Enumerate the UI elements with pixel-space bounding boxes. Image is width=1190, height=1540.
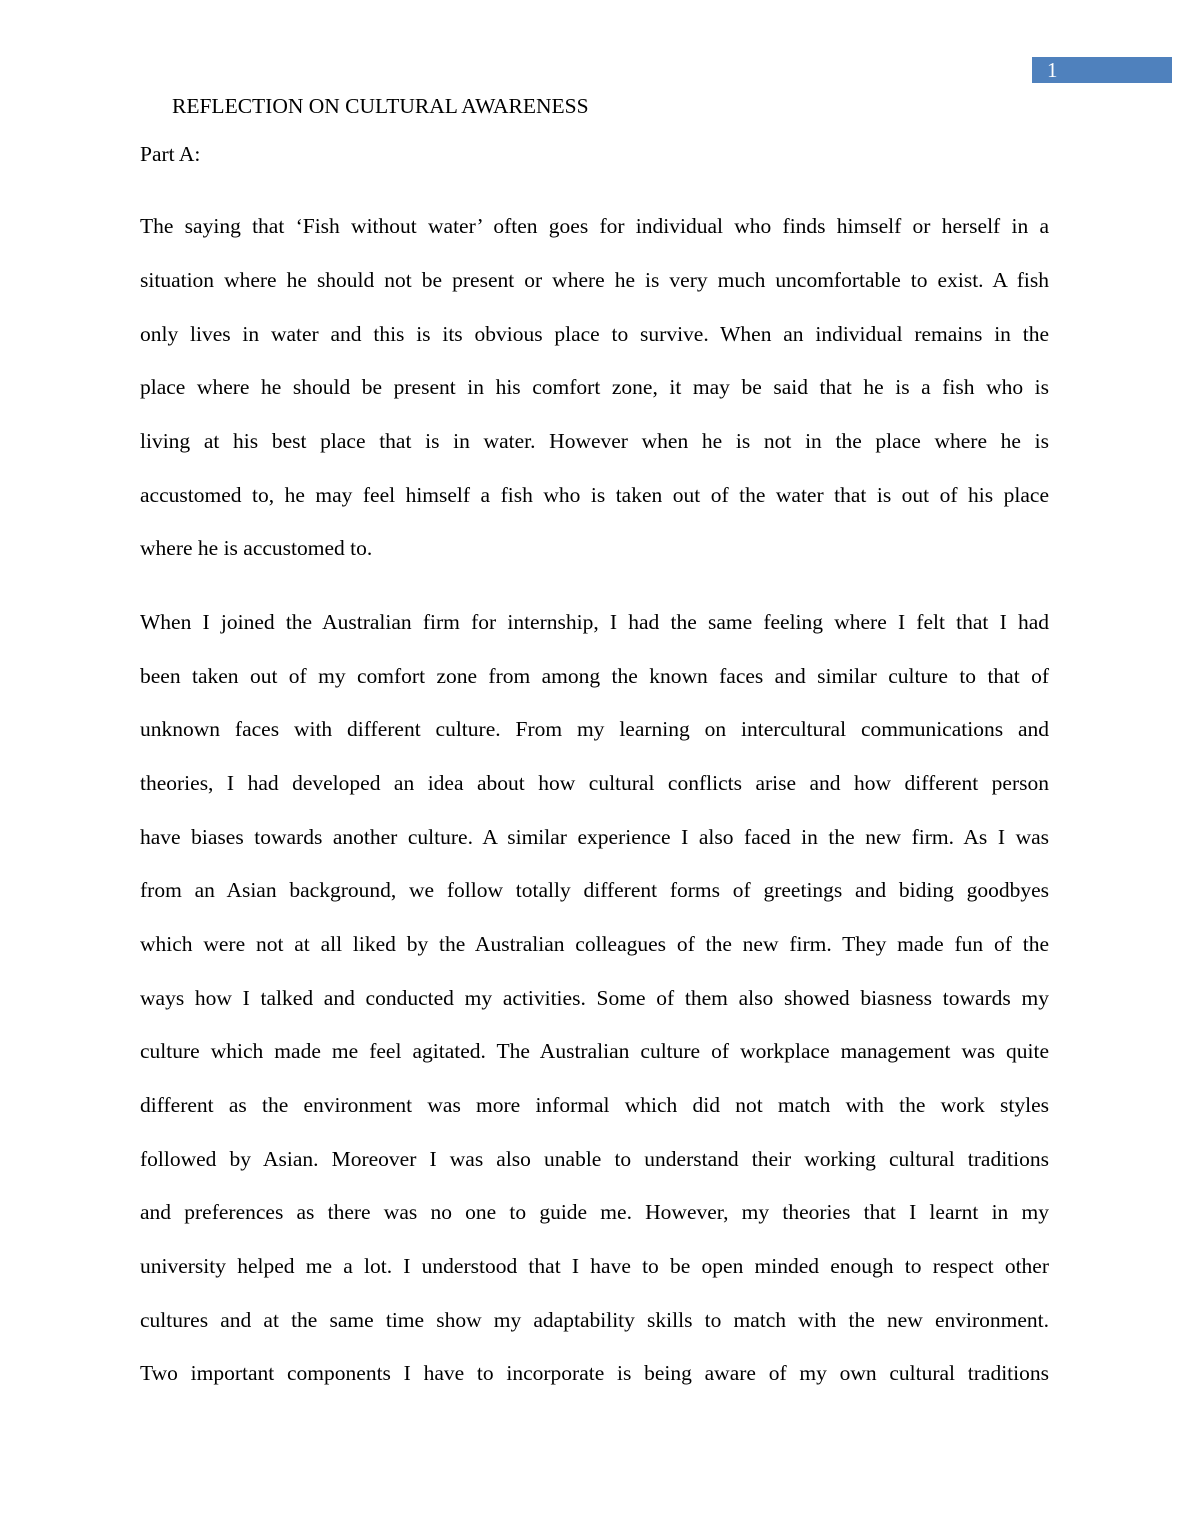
- section-heading: Part A:: [140, 142, 201, 166]
- paragraph-line: ways how I talked and conducted my activities. Some of them also showed biasness towards my: [140, 986, 1049, 1010]
- paragraph-line: different as the environment was more informal which did not match with the work styles: [140, 1093, 1049, 1117]
- paragraph-line: from an Asian background, we follow totally different forms of greetings and biding goodbyes: [140, 878, 1049, 902]
- paragraph-line: unknown faces with different culture. From my learning on intercultural communications and: [140, 717, 1049, 741]
- paragraph-line: Two important components I have to incorporate is being aware of my own cultural traditions: [140, 1361, 1049, 1385]
- paragraph-line: university helped me a lot. I understood that I have to be open minded enough to respect other: [140, 1254, 1049, 1278]
- paragraph-line: When I joined the Australian firm for internship, I had the same feeling where I felt that I had: [140, 610, 1049, 634]
- paragraph-line: only lives in water and this is its obvious place to survive. When an individual remains in the: [140, 322, 1049, 346]
- paragraph-line: have biases towards another culture. A similar experience I also faced in the new firm. As I was: [140, 825, 1049, 849]
- page-number: 1: [1047, 58, 1058, 82]
- paragraph-line: and preferences as there was no one to guide me. However, my theories that I learnt in my: [140, 1200, 1049, 1224]
- paragraph-line: been taken out of my comfort zone from among the known faces and similar culture to that of: [140, 664, 1049, 688]
- paragraph-line: cultures and at the same time show my adaptability skills to match with the new environment.: [140, 1308, 1049, 1332]
- paragraph-line: theories, I had developed an idea about how cultural conflicts arise and how different person: [140, 771, 1049, 795]
- paragraph-line: culture which made me feel agitated. The Australian culture of workplace management was quite: [140, 1039, 1049, 1063]
- paragraph-line: followed by Asian. Moreover I was also unable to understand their working cultural traditions: [140, 1147, 1049, 1171]
- paragraph-line: accustomed to, he may feel himself a fish who is taken out of the water that is out of his place: [140, 483, 1049, 507]
- paragraph-line: place where he should be present in his comfort zone, it may be said that he is a fish who is: [140, 375, 1049, 399]
- paragraph-line: which were not at all liked by the Australian colleagues of the new firm. They made fun of the: [140, 932, 1049, 956]
- paragraph-line: living at his best place that is in water. However when he is not in the place where he is: [140, 429, 1049, 453]
- paragraph-line: situation where he should not be present or where he is very much uncomfortable to exist. A fish: [140, 268, 1049, 292]
- paragraph-line: The saying that ‘Fish without water’ often goes for individual who finds himself or herself in a: [140, 214, 1049, 238]
- page-number-badge: [1032, 57, 1172, 83]
- document-title: REFLECTION ON CULTURAL AWARENESS: [172, 94, 589, 118]
- paragraph-line: where he is accustomed to.: [140, 536, 373, 560]
